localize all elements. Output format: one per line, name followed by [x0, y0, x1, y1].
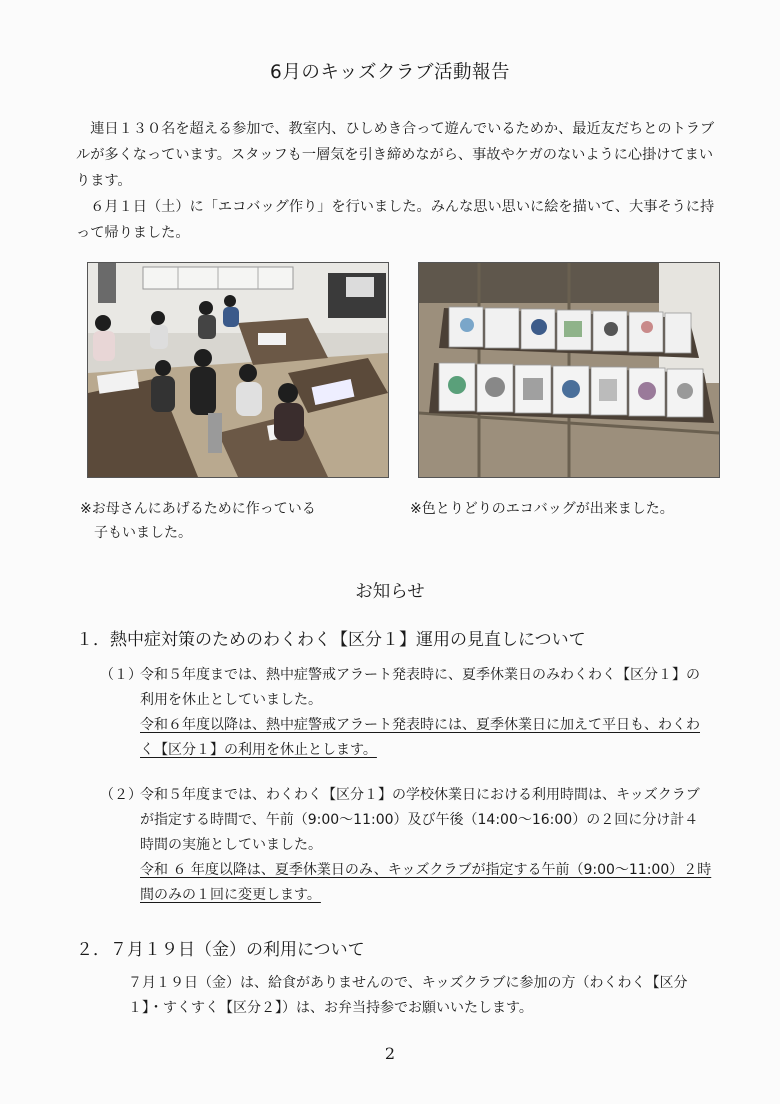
item-text: 令和５年度までは、熱中症警戒アラート発表時に、夏季休業日のみわくわく【区分１】の利用を休止としていました。 [140, 667, 700, 708]
page-number: 2 [384, 1044, 396, 1063]
intro-paragraph-1: 連日１３０名を超える参加で、教室内、ひしめき合って遊んでいるためか、最近友だちとのトラブルが多くなっています。スタッフも一層気を引き締めながら、事故やケガのないように心掛けてまいります。 [76, 121, 715, 189]
right-photo-caption: ※色とりどりのエコバッグが出来ました。 [410, 501, 674, 517]
section-1-title: １．熱中症対策のためのわくわく【区分１】運用の見直しについて [76, 630, 586, 650]
classroom-photo [87, 262, 389, 478]
left-caption-line-2: 子もいました。 [94, 525, 192, 541]
section-1-item-2 [100, 783, 712, 908]
eco-bags-photo [418, 262, 720, 478]
item-number: （１） [100, 667, 142, 683]
item-underlined-text: 令和６年度以降は、熱中症警戒アラート発表時には、夏季休業日に加えて平日も、わくわく【区分１】の利用を休止とします。 [140, 717, 700, 758]
notice-heading: お知らせ [355, 582, 425, 602]
report-title: 6月のキッズクラブ活動報告 [270, 62, 510, 83]
section-2-text: ７月１９日（金）は、給食がありませんので、キッズクラブに参加の方（わくわく【区分１】・すくすく【区分２】）は、お弁当持参でお願いいたします。 [128, 975, 688, 1016]
section-1-item-1 [100, 663, 712, 763]
left-caption-line-1: ※お母さんにあげるために作っている [80, 501, 316, 517]
item-number: （２） [100, 787, 142, 803]
intro-text [76, 116, 716, 246]
intro-paragraph-2: ６月１日（土）に「エコバッグ作り」を行いました。みんな思い思いに絵を描いて、大事そうに持って帰りました。 [76, 199, 715, 241]
section-2-title: ２．７月１９日（金）の利用について [76, 940, 365, 960]
left-photo-caption [80, 497, 316, 545]
item-underlined-text: 令和 ６ 年度以降は、夏季休業日のみ、キッズクラブが指定する午前（9:00～11:00）２時間のみの１回に変更します。 [140, 862, 712, 903]
item-text: 令和５年度までは、わくわく【区分１】の学校休業日における利用時間は、キッズクラブが指定する時間で、午前（9:00～11:00）及び午後（14:00～16:00）の２回に分け計４時間の実施としていました。 [140, 787, 700, 853]
